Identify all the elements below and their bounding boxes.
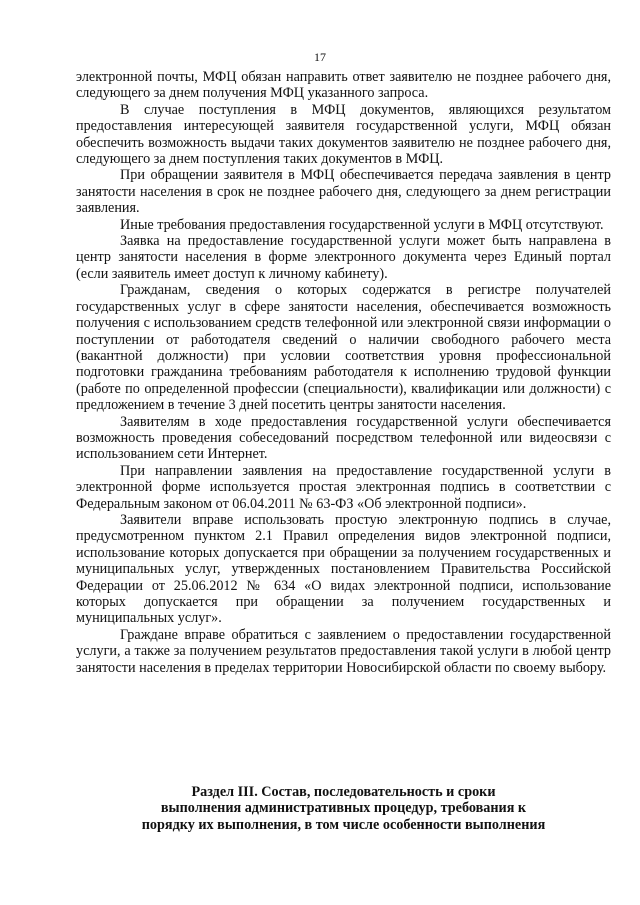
body-text <box>76 69 611 676</box>
paragraph: В случае поступления в МФЦ документов, являющихся результатом предоставления интересующей заявителя государственной услуги, МФЦ обязан обеспечить возможность выдачи таких документов заявителю не позднее рабочего дня, следующего за днем поступления таких документов в МФЦ. <box>76 101 611 168</box>
paragraph: Иные требования предоставления государственной услуги в МФЦ отсутствуют. <box>120 216 604 233</box>
section-heading-line: Раздел III. Состав, последовательность и сроки <box>191 784 496 800</box>
paragraph: При направлении заявления на предоставление государственной услуги в электронной форме используется простая электронная подпись в соответствии с Федеральным законом от 06.04.2011 № 63-ФЗ «Об электронной подписи». <box>76 462 611 512</box>
paragraph: Заявители вправе использовать простую электронную подпись в случае, предусмотренном пунктом 2.1 Правил определения видов электронной подписи, использование которых допускается при обращении за получением государственных и муниципальных услуг, утвержденных постановлением Правительства Российской Федерации от 25.06.2012 № 634 «О видах электронной подписи, использование которых допускается при обращении за получением государственных и муниципальных услуг». <box>76 511 611 627</box>
page-number: 17 <box>314 50 326 64</box>
paragraph: Заявка на предоставление государственной услуги может быть направлена в центр занятости населения в форме электронного документа через Единый портал (если заявитель имеет доступ к личному кабинету). <box>76 233 611 282</box>
section-heading-line: выполнения административных процедур, требования к <box>160 800 527 817</box>
paragraph: При обращении заявителя в МФЦ обеспечивается передача заявления в центр занятости населения в срок не позднее рабочего дня, следующего за днем регистрации заявления. <box>76 167 611 217</box>
section-heading <box>76 784 611 833</box>
paragraph: Гражданам, сведения о которых содержатся в регистре получателей государственных услуг в сфере занятости населения, обеспечивается возможность получения с использованием средств телефонной или электронной связи информации о поступлении от работодателя сведений о наличии свободного рабочего места (вакантной должности) при условии соответствия уровня профессиональной подготовки гражданина требованиям работодателя к исполнению трудовой функции (работе по определенной профессии (специальности), квалификации или должности) с предложением в течение 3 дней посетить центры занятости населения. <box>76 282 611 414</box>
paragraph: электронной почты, МФЦ обязан направить ответ заявителю не позднее рабочего дня, следующего за днем получения МФЦ указанного запроса. <box>76 69 611 102</box>
paragraph: Граждане вправе обратиться с заявлением о предоставлении государственной услуги, а также за получением результатов предоставления такой услуги в любой центр занятости населения в пределах территории Новосибирской области по своему выбору. <box>76 626 611 676</box>
paragraph: Заявителям в ходе предоставления государственной услуги обеспечивается возможность проведения собеседований посредством телефонной или видеосвязи с использованием сети Интернет. <box>76 413 611 463</box>
section-heading-line: порядку их выполнения, в том числе особенности выполнения <box>141 816 546 833</box>
